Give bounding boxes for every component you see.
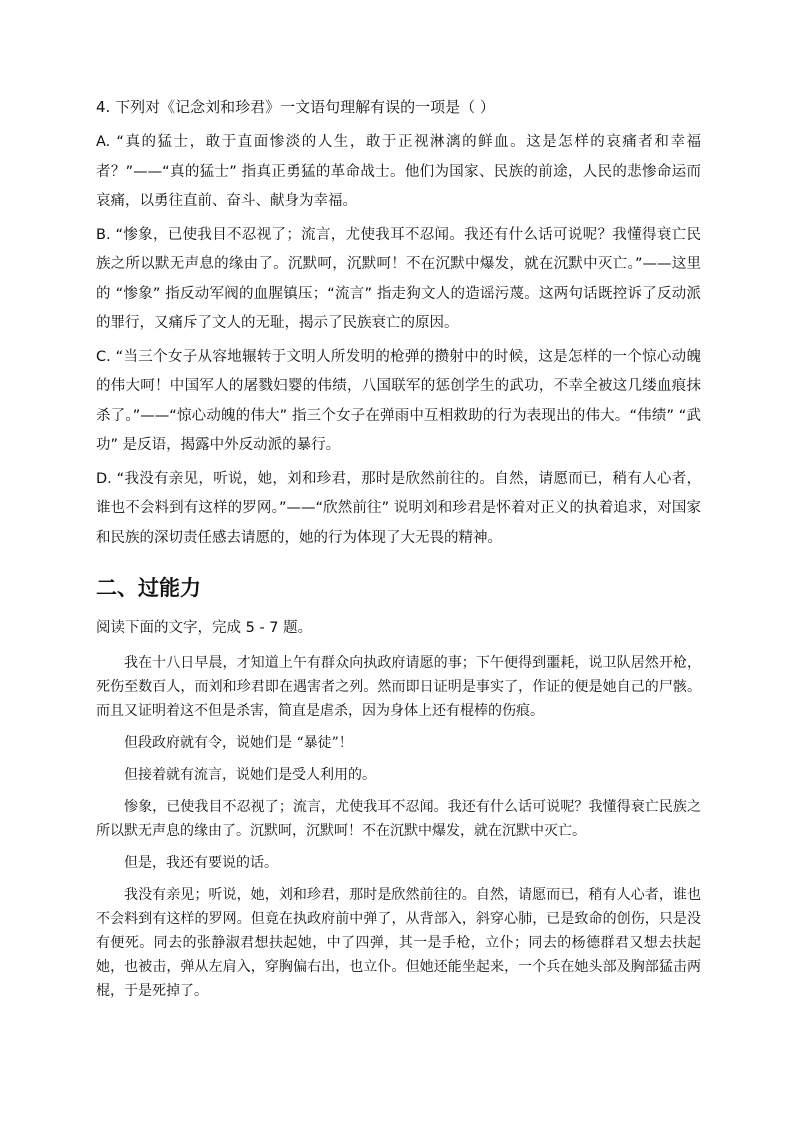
question-stem: 4. 下列对《记念刘和珍君》一文语句理解有误的一项是（ ） (96, 98, 495, 116)
passage-paragraph: 我在十八日早晨，才知道上午有群众向执政府请愿的事；下午便得到噩耗，说卫队居然开枪，死伤至数百人，而刘和珍君即在遇害者之列。然而即日证明是事实了，作证的便是她自己的尸骸。而且又证明着这不但是杀害，简直是虐杀，因为身体上还有棍棒的伤痕。 (96, 655, 701, 719)
passage-paragraph: 但接着就有流言，说她们是受人利用的。 (124, 767, 376, 783)
document-page (96, 96, 701, 1011)
section-instruction: 阅读下面的文字，完成 5 - 7 题。 (96, 620, 313, 636)
section-title: 二、过能力 (96, 576, 201, 600)
option-c: C. “当三个女子从容地辗转于文明人所发明的枪弹的攒射中的时候，这是怎样的一个惊心动魄的伟大呵！中国军人的屠戮妇婴的伟绩，八国联军的惩创学生的武功，不幸全被这几缕血痕抹杀了。”——“惊心动魄的伟大” 指三个女子在弹雨中互相救助的行为表现出的伟大。“伟绩” “武功” 是反语，揭露中外反动派的暴行。 (96, 348, 701, 453)
passage-paragraph: 惨象，已使我目不忍视了；流言，尤使我耳不忍闻。我还有什么话可说呢？我懂得衰亡民族之所以默无声息的缘由了。沉默呵，沉默呵！不在沉默中爆发，就在沉默中灭亡。 (96, 799, 701, 839)
option-b: B. “惨象，已使我目不忍视了；流言，尤使我耳不忍闻。我还有什么话可说呢？我懂得衰亡民族之所以默无声息的缘由了。沉默呵，沉默呵！不在沉默中爆发，就在沉默中灭亡。”——这里的 “惨象” 指反动军阀的血腥镇压；“流言” 指走狗文人的造谣污蔑。这两句话既控诉了反动派的罪行，又痛斥了文人的无耻，揭示了民族衰亡的原因。 (96, 226, 701, 331)
option-d: D. “我没有亲见，听说，她，刘和珍君，那时是欣然前往的。自然，请愿而已，稍有人心者，谁也不会料到有这样的罗网。”——“欣然前往” 说明刘和珍君是怀着对正义的执着追求，对国家和民族的深切责任感去请愿的，她的行为体现了大无畏的精神。 (96, 470, 701, 546)
passage-paragraph: 但是，我还有要说的话。 (124, 855, 278, 871)
option-a: A. “真的猛士，敢于直面惨淡的人生，敢于正视淋漓的鲜血。这是怎样的哀痛者和幸福者？”——“真的猛士” 指真正勇猛的革命战士。他们为国家、民族的前途，人民的悲惨命运而哀痛，以勇往直前、奋斗、献身为幸福。 (96, 134, 701, 209)
passage-paragraph: 但段政府就有令，说她们是 “暴徒”！ (124, 735, 353, 751)
reading-passage (96, 651, 701, 1003)
passage-paragraph: 我没有亲见；听说，她，刘和珍君，那时是欣然前往的。自然，请愿而已，稍有人心者，谁也不会料到有这样的罗网。但竟在执政府前中弹了，从背部入，斜穿心肺，已是致命的创伤，只是没有便死。同去的张静淑君想扶起她，中了四弹，其一是手枪，立仆；同去的杨德群君又想去扶起她，也被击，弹从左肩入，穿胸偏右出，也立仆。但她还能坐起来，一个兵在她头部及胸部猛击两棍，于是死掉了。 (96, 887, 701, 999)
